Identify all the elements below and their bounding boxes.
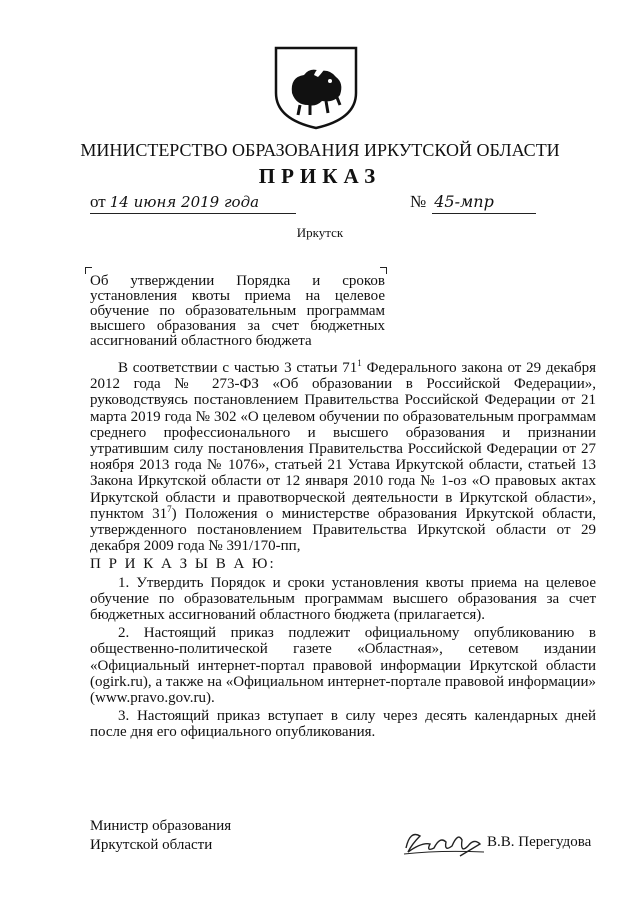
handwritten-number: 45-мпр bbox=[434, 192, 494, 211]
order-subject: Об утверждении Порядка и сроков установления квоты приема на целевое обучение по образовательным программам высшего образования за счет бюджетных ассигнований областного бюджета bbox=[90, 273, 385, 349]
handwritten-date: 14 июня 2019 года bbox=[109, 193, 260, 211]
date-prefix: от bbox=[90, 192, 106, 211]
order-body bbox=[90, 360, 596, 741]
order-directive: П Р И К А З Ы В А Ю: bbox=[90, 556, 276, 573]
preamble-paragraph: В соответствии с частью 3 статьи $71^1$ Федерального закона от 29 декабря 2012 года № 273-ФЗ «Об образовании в Российской Федерации», руководствуясь постановлением Правительства Российской Федерации от 21 марта 2019 года № 302 «О целевом обучении по образовательным программам среднего профессионального и высшего образования и признании утратившим силу постановления Правительства Российской Федерации от 27 ноября 2013 года № 1076», статьей 21 Устава Иркутской области, статьей 13 Закона Иркутской области от 12 января 2010 года № 1-оз «О правовых актах Иркутской области и правотворческой деятельности в Иркутской области», пунктом $31^7$) Положения о министерстве образования Иркутской области, утвержденного постановлением Правительства Иркутской области от 29 декабря 2009 года № 391/170-пп, bbox=[90, 358, 596, 555]
ministry-name: МИНИСТЕРСТВО ОБРАЗОВАНИЯ ИРКУТСКОЙ ОБЛАСТИ bbox=[80, 140, 560, 160]
date-underline bbox=[90, 213, 296, 214]
document-title: ПРИКАЗ bbox=[258, 164, 382, 188]
signer-position-line-1: Министр образования bbox=[90, 818, 232, 834]
signer-position-line-2: Иркутской области bbox=[90, 837, 213, 853]
irkutsk-coat-of-arms-icon bbox=[270, 45, 362, 130]
city-name: Иркутск bbox=[296, 225, 344, 240]
signer-position bbox=[90, 817, 231, 855]
order-item-2: 2. Настоящий приказ подлежит официальному опубликованию в общественно-политической газете «Областная», сетевом издании «Официальный интернет-портал правовой информации Иркутской области (ogirk.ru), а также на «Официальном интернет-портале правовой информации» (www.pravo.gov.ru). bbox=[90, 625, 596, 707]
order-item-1: 1. Утвердить Порядок и сроки установления квоты приема на целевое обучение по образовательным программам высшего образования за счет бюджетных ассигнований областного бюджета (прилагается). bbox=[90, 574, 596, 624]
signer-name: В.В. Перегудова bbox=[487, 834, 592, 850]
order-item-3: 3. Настоящий приказ вступает в силу через десять календарных дней после дня его официального опубликования. bbox=[90, 708, 596, 741]
order-number bbox=[410, 192, 540, 212]
handwritten-signature-icon bbox=[400, 822, 488, 862]
number-prefix: № bbox=[410, 192, 427, 211]
order-date bbox=[90, 192, 310, 212]
number-underline bbox=[432, 213, 536, 214]
